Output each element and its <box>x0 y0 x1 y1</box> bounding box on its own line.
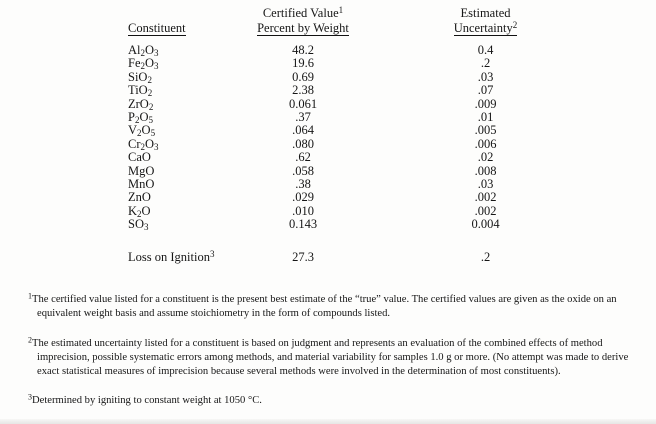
footnote-text: The certified value listed for a constituent is the present best estimate of the “true” value. The certified values are given as the oxide on an equivalent weight basis and assume stoichiometry in the form of compounds listed. <box>32 294 617 320</box>
footnote-marker: 1 <box>28 291 32 301</box>
certified-value: 27.3 <box>292 249 314 264</box>
constituent-formula: $K_2O$ <box>128 203 151 219</box>
uncertainty-value: .002 <box>474 190 497 205</box>
uncertainty-value: .01 <box>477 110 494 125</box>
footnote <box>28 291 648 321</box>
table-row <box>0 178 656 191</box>
table-row <box>0 44 656 57</box>
header-uncertainty-line1: Estimated <box>460 6 511 20</box>
table-header <box>0 0 656 35</box>
constituent-formula: TiO$_2$ <box>128 83 153 99</box>
footnote-marker: 2 <box>28 335 32 345</box>
certified-value: 0.143 <box>288 217 318 232</box>
uncertainty-value: 0.004 <box>471 217 500 232</box>
table-row <box>0 111 656 124</box>
uncertainty-value: .03 <box>477 69 494 84</box>
table-row <box>0 57 656 70</box>
footnotes <box>0 293 656 408</box>
constituent-formula: CaO <box>128 150 151 165</box>
certified-value: .029 <box>292 190 314 205</box>
table-row <box>0 165 656 178</box>
constituent-formula: $Al_2O_3$ <box>128 43 159 58</box>
table-row <box>0 124 656 137</box>
uncertainty-value: .03 <box>477 177 494 192</box>
uncertainty-value: .006 <box>474 136 497 151</box>
certified-value: .010 <box>292 203 314 218</box>
scan-edge-artifact <box>0 419 656 424</box>
header-certified-value <box>228 6 378 35</box>
footnote-text: Determined by igniting to constant weight at 1050 °C. <box>32 394 262 406</box>
uncertainty-value: .008 <box>474 163 497 178</box>
constituent-formula: SiO$_2$ <box>128 69 152 85</box>
header-uncertainty-line2: Uncertainty$^2$ <box>453 19 518 35</box>
certified-value: 48.2 <box>292 43 314 57</box>
constituent-formula: $V_2O_5$ <box>128 123 156 139</box>
uncertainty-value: .005 <box>474 123 497 138</box>
uncertainty-value: .009 <box>474 96 497 111</box>
footnote-marker: 3 <box>28 392 32 402</box>
table-rows <box>0 44 656 264</box>
certified-value: .058 <box>292 163 314 178</box>
table-row <box>0 151 656 164</box>
constituent-formula: MgO <box>128 163 155 178</box>
constituent-formula: Loss on Ignition$^3$ <box>128 248 215 264</box>
certified-value: .080 <box>292 136 314 151</box>
certified-value: .62 <box>295 150 311 165</box>
uncertainty-value: .2 <box>480 249 491 264</box>
footnote-ref-2: 2 <box>512 19 518 30</box>
certified-value: 2.38 <box>292 83 314 98</box>
constituent-formula: ZrO$_2$ <box>128 96 154 112</box>
constituent-formula: $P_2O_5$ <box>128 110 153 126</box>
certified-value: .064 <box>292 123 314 138</box>
table-row <box>0 98 656 111</box>
table-row <box>0 248 656 264</box>
certified-value: 0.69 <box>292 69 314 84</box>
uncertainty-value: .002 <box>474 203 497 218</box>
table-row <box>0 71 656 84</box>
constituent-formula: $Fe_2O_3$ <box>128 56 159 72</box>
table-row <box>0 205 656 218</box>
uncertainty-value: 0.4 <box>477 43 494 57</box>
header-constituent-label: Constituent <box>128 20 186 35</box>
certified-value: 19.6 <box>292 56 314 71</box>
uncertainty-value: .07 <box>477 83 494 98</box>
constituent-formula: $Cr_2O_3$ <box>128 136 159 152</box>
footnote-ref-3: 3 <box>209 248 215 259</box>
constituent-formula: ZnO <box>128 190 151 205</box>
certified-value: .37 <box>295 110 311 125</box>
uncertainty-value: .02 <box>477 150 494 165</box>
header-uncertainty <box>378 6 593 35</box>
constituent-formula: MnO <box>128 177 155 192</box>
footnote <box>28 392 648 408</box>
table-row <box>0 218 656 231</box>
certified-value: .38 <box>295 177 311 192</box>
certified-value: 0.061 <box>288 96 318 111</box>
header-certified-value-line1: Certified Value$^1$ <box>262 5 344 20</box>
uncertainty-value: .2 <box>480 56 491 71</box>
header-certified-value-line2: Percent by Weight <box>257 20 349 35</box>
table-row <box>0 138 656 151</box>
footnote-ref-1: 1 <box>338 5 344 15</box>
header-constituent <box>128 21 228 36</box>
footnote <box>28 335 648 379</box>
table-row <box>0 84 656 97</box>
footnote-text: The estimated uncertainty listed for a constituent is based on judgment and represents an evaluation of the combined effects of method imprecision, possible systematic errors among methods, and material variability for samples 1.0 g or more. (No attempt was made to derive exact statistical measures of imprecision because several methods were involved in the determination of most constituents). <box>32 338 629 378</box>
constituent-formula: $SO_3$ <box>128 217 149 233</box>
table-row <box>0 191 656 204</box>
